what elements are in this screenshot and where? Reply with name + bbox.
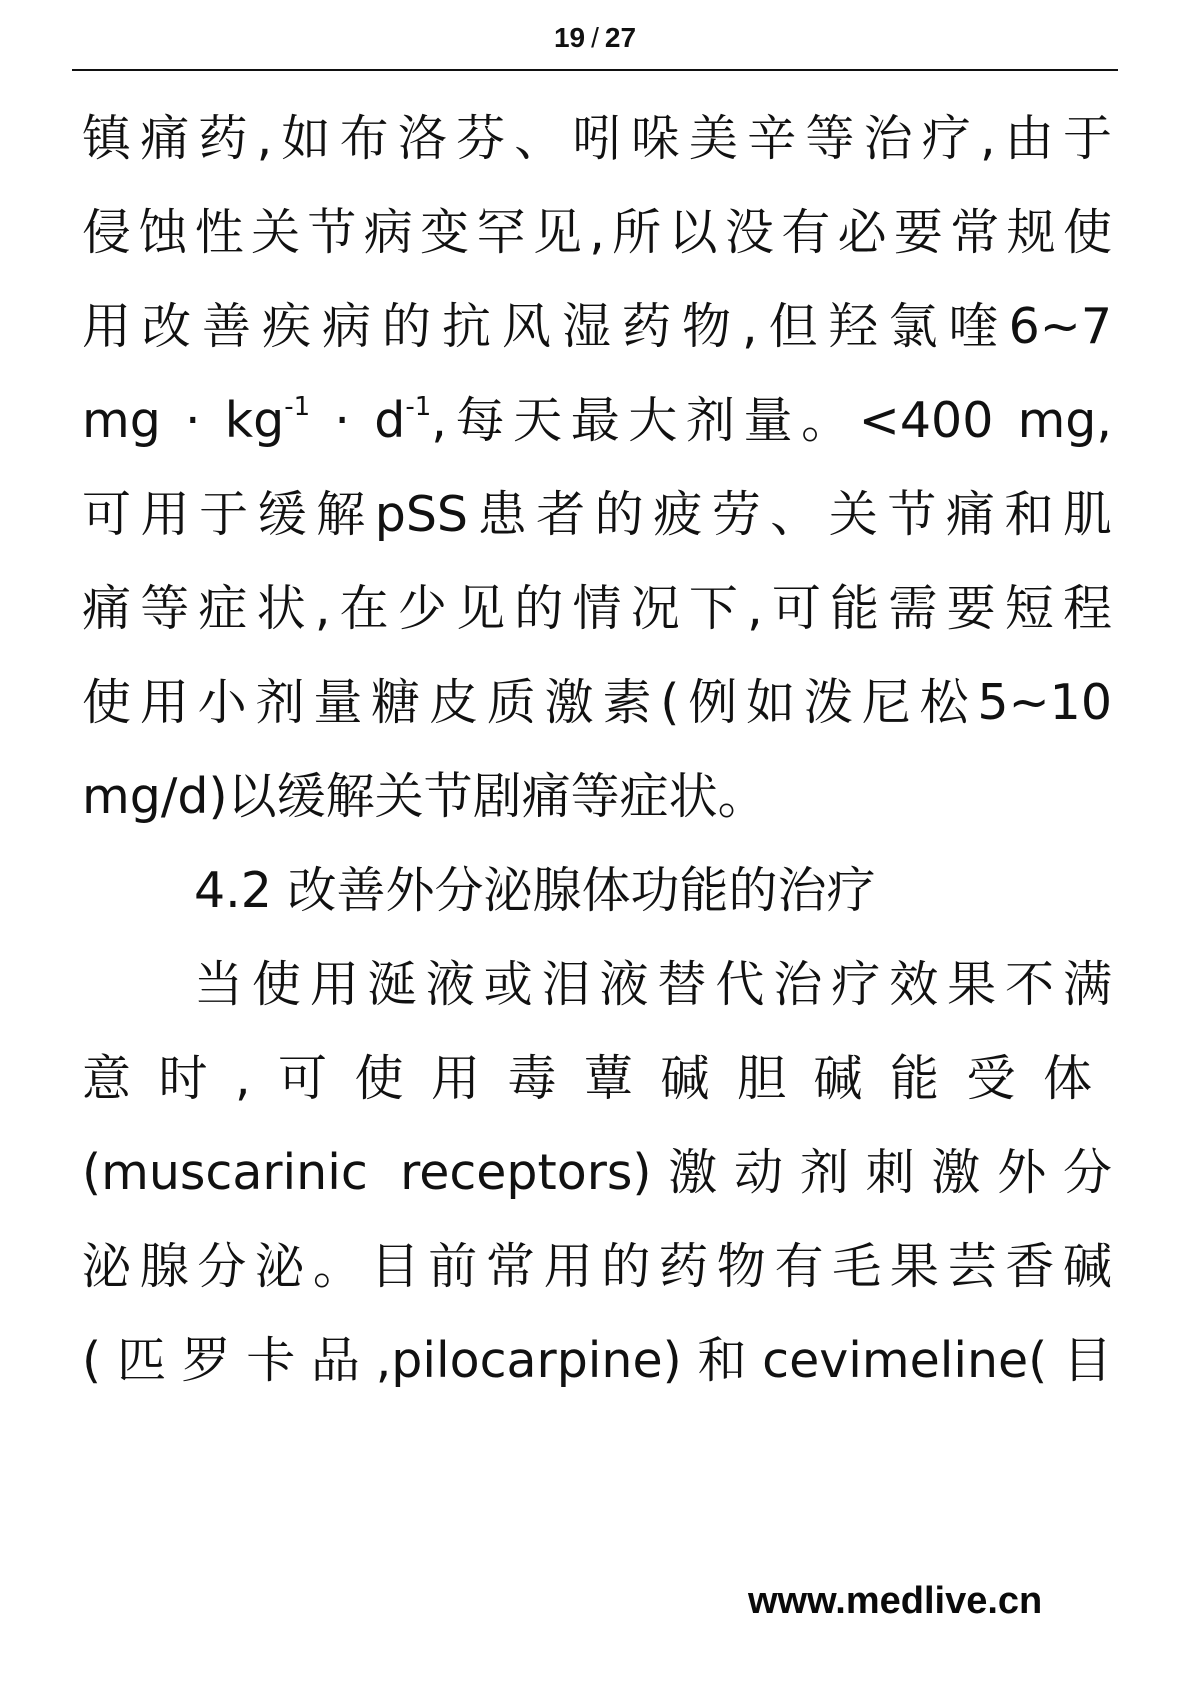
- text-line: (匹罗卡品,pilocarpine)和cevimeline(目: [82, 1332, 1112, 1389]
- site-watermark: www.medlive.cn: [748, 1580, 1043, 1622]
- text-line: 用改善疾病的抗风湿药物,但羟氯喹6~7: [82, 298, 1112, 355]
- superscript: -1: [405, 392, 432, 422]
- page-number: [0, 22, 1190, 54]
- total-pages: 27: [604, 22, 637, 53]
- header-rule: [72, 69, 1118, 71]
- text-line: 泌腺分泌。目前常用的药物有毛果芸香碱: [82, 1238, 1112, 1295]
- paragraph-first-line: 当使用涎液或泪液替代治疗效果不满: [194, 956, 1112, 1013]
- dosage-unit-text: mg · kg: [82, 392, 285, 449]
- superscript: -1: [284, 392, 311, 422]
- text-line: (muscarinic receptors)激动剂刺激外分: [82, 1144, 1112, 1201]
- dosage-text: ,每天最大剂量。<400 mg,: [431, 392, 1112, 449]
- page-separator: /: [591, 22, 599, 53]
- text-line: 痛等症状,在少见的情况下,可能需要短程: [82, 580, 1112, 637]
- dosage-line: [82, 374, 1112, 468]
- text-line: 可用于缓解pSS患者的疲劳、关节痛和肌: [82, 486, 1112, 543]
- text-line: 侵蚀性关节病变罕见,所以没有必要常规使: [82, 204, 1112, 261]
- section-heading: 4.2 改善外分泌腺体功能的治疗: [194, 862, 876, 919]
- text-line: 使用小剂量糖皮质激素(例如泼尼松5~10: [82, 674, 1112, 731]
- dosage-unit-text: · d: [310, 392, 406, 449]
- document-body: [82, 92, 1112, 1408]
- text-line: 镇痛药,如布洛芬、吲哚美辛等治疗,由于: [82, 110, 1112, 167]
- text-line: 意时,可使用毒蕈碱胆碱能受体: [82, 1050, 1112, 1107]
- text-line: mg/d)以缓解关节剧痛等症状。: [82, 768, 767, 825]
- current-page-number: 19: [553, 22, 586, 53]
